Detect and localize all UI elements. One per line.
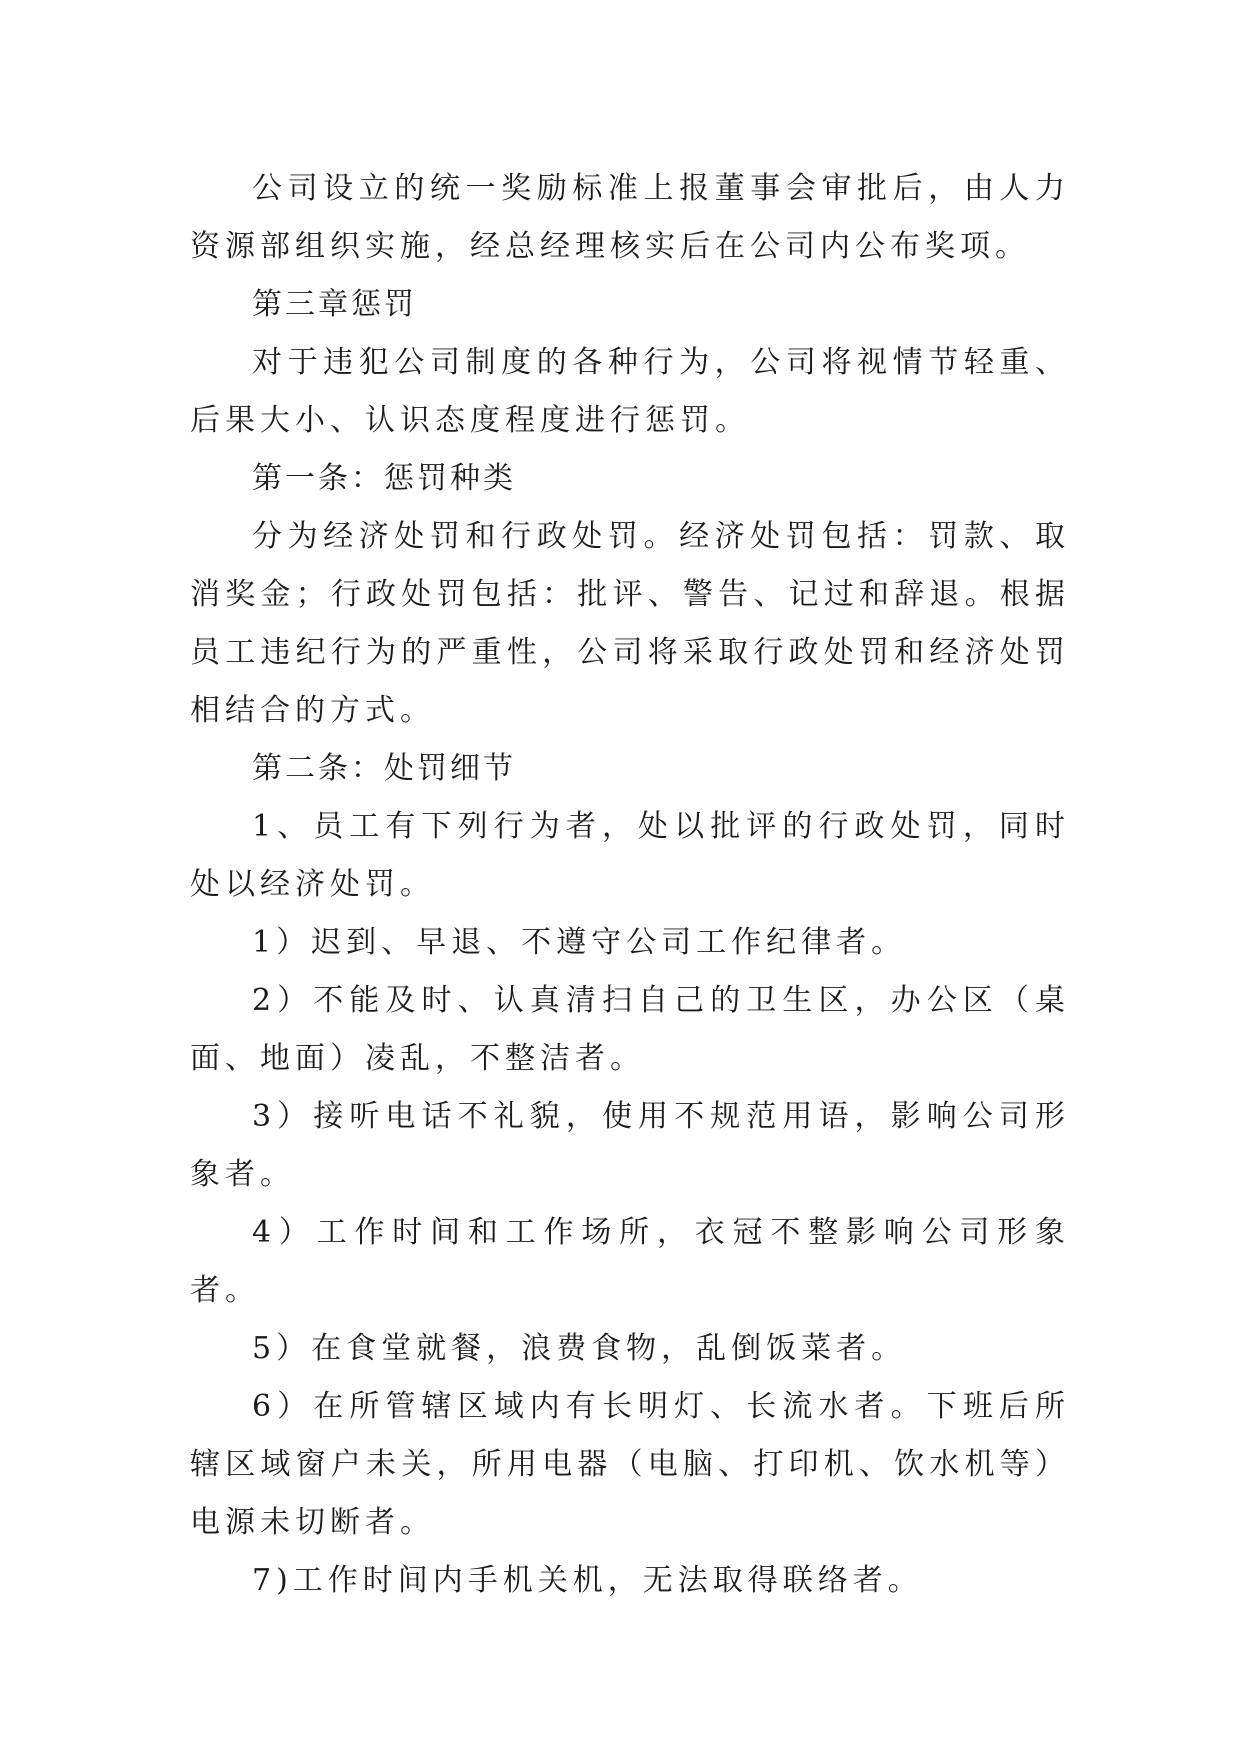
- list-item-6: 6）在所管辖区域内有长明灯、长流水者。下班后所辖区域窗户未关，所用电器（电脑、打印机、饮水机等）电源未切断者。: [190, 1389, 1070, 1540]
- list-item-4: 4）工作时间和工作场所，衣冠不整影响公司形象者。: [190, 1215, 1070, 1308]
- list-item-3: 3）接听电话不礼貌，使用不规范用语，影响公司形象者。: [190, 1099, 1070, 1192]
- article-title-punishment-details: 第二条：处罚细节: [252, 751, 516, 786]
- paragraph-punishment-types: 分为经济处罚和行政处罚。经济处罚包括：罚款、取消奖金；行政处罚包括：批评、警告、记过和辞退。根据员工违纪行为的严重性，公司将采取行政处罚和经济处罚相结合的方式。: [190, 519, 1070, 728]
- list-item-7: 7)工作时间内手机关机，无法取得联络者。: [252, 1563, 923, 1598]
- article-title-punishment-types: 第一条：惩罚种类: [252, 461, 516, 496]
- chapter-title-punishment: 第三章惩罚: [252, 287, 417, 322]
- list-item-1: 1）迟到、早退、不遵守公司工作纪律者。: [252, 925, 907, 960]
- paragraph-reward-approval: 公司设立的统一奖励标准上报董事会审批后，由人力资源部组织实施，经总经理核实后在公司内公布奖项。: [190, 171, 1070, 264]
- document-page: [190, 160, 1070, 1610]
- list-item-5: 5）在食堂就餐，浪费食物，乱倒饭菜者。: [252, 1331, 907, 1366]
- list-item-2: 2）不能及时、认真清扫自己的卫生区，办公区（桌面、地面）凌乱，不整洁者。: [190, 983, 1070, 1076]
- paragraph-clause-1: 1、员工有下列行为者，处以批评的行政处罚，同时处以经济处罚。: [190, 809, 1070, 902]
- paragraph-punishment-intro: 对于违犯公司制度的各种行为，公司将视情节轻重、后果大小、认识态度程度进行惩罚。: [190, 345, 1070, 438]
